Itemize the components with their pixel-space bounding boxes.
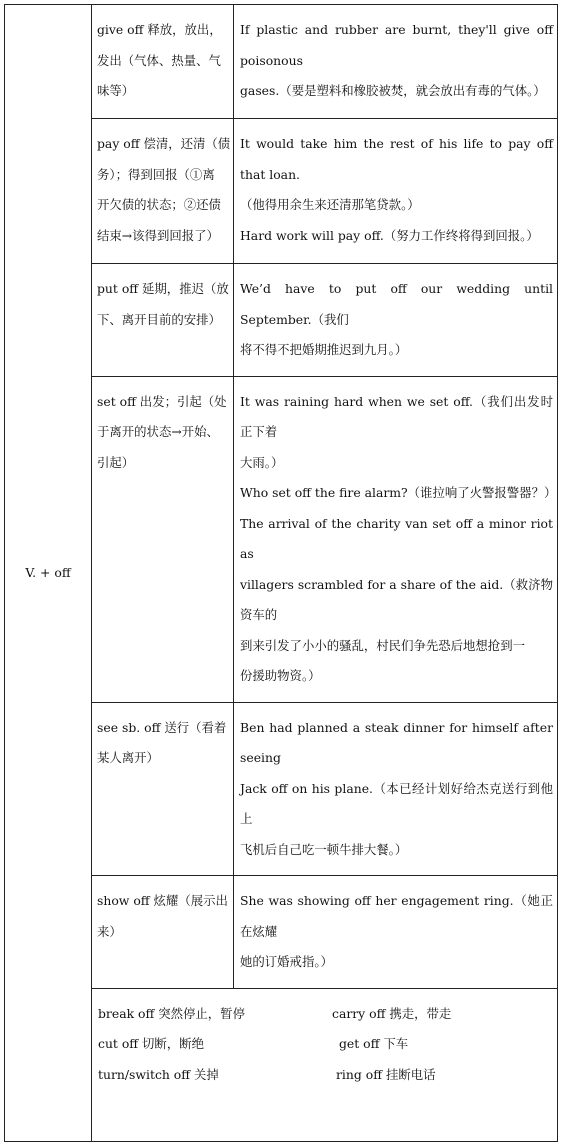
example-text: Jack off on his plane.（本已经计划好给杰克送行到他上: [240, 780, 553, 826]
example-cell: [234, 376, 558, 702]
example-cell: [234, 5, 558, 119]
example-text: gases.（要是塑料和橡胶被焚，就会放出有毒的气体。）: [240, 83, 546, 98]
example-text: It was raining hard when we set off.（我们出发时正下着: [240, 393, 553, 439]
example-text: 她的订婚戒指。）: [240, 954, 333, 969]
category-label: V. + off: [25, 564, 71, 580]
phrase-text: 味等）: [97, 83, 135, 98]
misc-phrase-row: [98, 1029, 551, 1060]
example-text: 飞机后自己吃一顿牛排大餐。）: [240, 841, 408, 857]
example-cell: [234, 702, 558, 876]
example-text: She was showing off her engagement ring.（她正在炫耀: [240, 893, 553, 939]
phrase-text: 务）；得到回报（①离: [97, 166, 215, 182]
phrase-text: 下、离开目前的安排）: [97, 311, 221, 327]
example-text: Hard work will pay off.（努力工作终将得到回报。）: [240, 227, 539, 243]
misc-phrase: cut off 切断，断绝: [98, 1036, 204, 1051]
phrase-text: 发出（气体、热量、气: [97, 52, 221, 68]
phrase-text: see sb. off 送行（看着: [97, 719, 227, 735]
misc-phrase: carry off 携走，带走: [332, 1005, 452, 1021]
example-text: villagers scrambled for a share of the aid.（救济物资车的: [240, 576, 553, 622]
phrase-text: 结束→该得到回报了）: [97, 227, 219, 243]
phrase-text: give off 释放，放出，: [97, 22, 222, 37]
phrase-text: show off 炫耀（展示出: [97, 893, 228, 908]
table-row: [5, 5, 558, 119]
category-cell: [5, 5, 92, 1142]
example-text: 将不得不把婚期推迟到九月。）: [240, 342, 408, 357]
example-cell: [234, 876, 558, 989]
example-text: 大雨。）: [240, 454, 284, 470]
phrase-text: 开欠债的状态；②还债: [97, 197, 221, 212]
phrase-cell: [92, 264, 234, 377]
example-text: Who set off the fire alarm?（谁拉响了火警报警器？）: [240, 485, 557, 500]
misc-phrase: ring off 挂断电话: [336, 1066, 436, 1082]
phrase-text: 某人离开）: [97, 750, 159, 765]
misc-phrases-cell: [92, 988, 558, 1141]
phrase-text: 于离开的状态→开始、: [97, 424, 219, 439]
misc-phrase: turn/switch off 关掉: [98, 1066, 219, 1082]
phrase-cell: [92, 5, 234, 119]
phrase-text: 来）: [97, 923, 122, 939]
example-text: 份援助物资。）: [240, 668, 321, 683]
example-text: 到来引发了小小的骚乱，村民们争先恐后地想抢到一: [240, 637, 525, 653]
example-text: （他得用余生来还清那笔贷款。）: [240, 197, 420, 212]
misc-phrase: get off 下车: [339, 1036, 409, 1051]
example-text: It would take him the rest of his life to pay off that loan.: [240, 136, 553, 182]
phrase-text: 引起）: [97, 454, 135, 470]
misc-phrase-row: [98, 999, 551, 1030]
phrase-text: pay off 偿清，还清（债: [97, 136, 231, 151]
example-text: Ben had planned a steak dinner for himself after seeing: [240, 719, 553, 765]
phrase-cell: [92, 876, 234, 989]
phrase-cell: [92, 119, 234, 264]
example-text: The arrival of the charity van set off a minor riot as: [240, 515, 553, 561]
example-text: We’d have to put off our wedding until September.（我们: [240, 281, 553, 327]
phrase-cell: [92, 376, 234, 702]
misc-phrase: break off 突然停止，暂停: [98, 1005, 245, 1021]
example-cell: [234, 264, 558, 377]
phrasal-verb-table: [4, 4, 558, 1142]
example-text: If plastic and rubber are burnt, they'll give off poisonous: [240, 22, 553, 68]
misc-phrase-row: [98, 1060, 551, 1091]
phrase-text: set off 出发；引起（处: [97, 393, 227, 409]
phrase-cell: [92, 702, 234, 876]
phrase-text: put off 延期，推迟（放: [97, 281, 229, 296]
example-cell: [234, 119, 558, 264]
